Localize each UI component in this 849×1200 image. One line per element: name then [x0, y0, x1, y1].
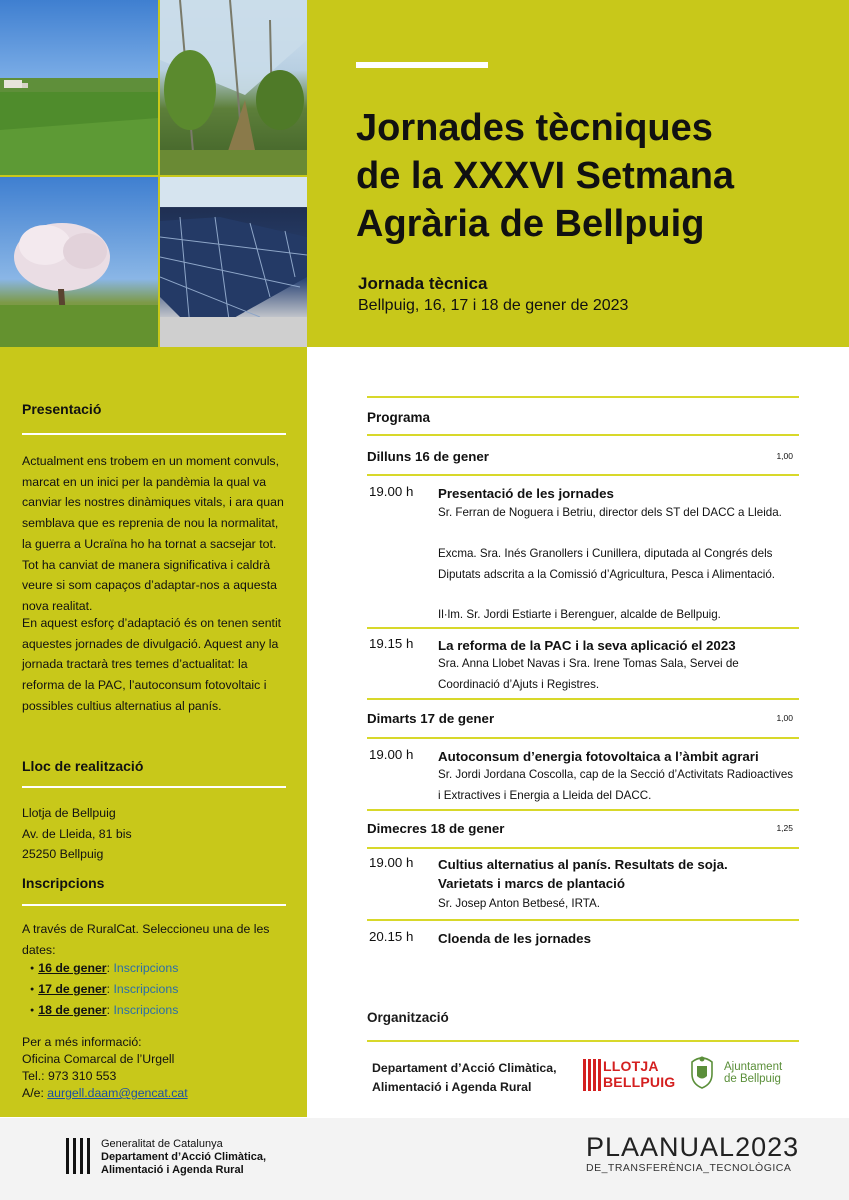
- page-title: [356, 104, 836, 248]
- ajuntament-bellpuig-logo: [686, 1052, 796, 1092]
- title-line-2: de la XXXVI Setmana: [356, 155, 735, 197]
- organizer-line-2: Alimentació i Agenda Rural: [372, 1079, 532, 1094]
- day-label: Dimarts 17 de gener: [367, 711, 495, 726]
- town-shield-icon: [686, 1054, 718, 1090]
- generalitat-logo-icon: [66, 1138, 90, 1174]
- contact-phone: Tel.: 973 310 553: [22, 1069, 117, 1083]
- event-type: Jornada tècnica: [358, 274, 488, 293]
- day-credits: 1,00: [776, 451, 793, 461]
- photo-orchard-netting: [160, 0, 307, 175]
- email-label: A/e:: [22, 1086, 48, 1100]
- day-2-divider: [367, 737, 799, 739]
- day-credits: 1,25: [776, 823, 793, 833]
- left-sidebar: [0, 347, 307, 1117]
- registration-link-16[interactable]: Inscripcions: [113, 961, 179, 975]
- program-top-divider: [367, 396, 799, 398]
- photo-green-field: [0, 0, 158, 175]
- program-day-1: [367, 449, 799, 464]
- registration-item-17: [30, 979, 280, 1000]
- generalitat-department: [101, 1151, 266, 1177]
- session-speaker: Sr. Josep Anton Betbesé, IRTA.: [438, 897, 600, 910]
- session-title: Cultius alternatius al panís. Resultats de soja. Varietats i marcs de plantació: [438, 857, 728, 891]
- session-speaker: Sra. Anna Llobet Navas i Sra. Irene Tomas Sala, Servei de Coordinació d’Ajuts i Registres.: [438, 657, 739, 691]
- program-heading-divider: [367, 434, 799, 436]
- registration-heading: Inscripcions: [22, 875, 105, 891]
- session-speaker: Il·lm. Sr. Jordi Estiarte i Berenguer, alcalde de Bellpuig.: [438, 608, 721, 621]
- venue-divider: [22, 786, 286, 788]
- contact-email-line: [22, 1085, 286, 1102]
- registration-divider: [22, 904, 286, 906]
- llotja-logo-text: [603, 1058, 675, 1090]
- registration-link-17[interactable]: Inscripcions: [113, 982, 179, 996]
- program-day-2: [367, 711, 799, 726]
- registration-date[interactable]: 16 de gener: [38, 961, 107, 975]
- registration-date[interactable]: 17 de gener: [38, 982, 107, 996]
- registration-item-16: [30, 958, 280, 979]
- organization-divider: [367, 1040, 799, 1042]
- header-divider: [356, 62, 488, 68]
- venue-line-2: Av. de Lleida, 81 bis: [22, 826, 132, 841]
- organization-heading: Organització: [367, 1010, 449, 1025]
- session-3-divider: [367, 809, 799, 811]
- session-time: 19.00 h: [369, 484, 414, 499]
- plan-anual-title: PLAANUAL2023: [586, 1132, 800, 1162]
- contact-line-2: Oficina Comarcal de l’Urgell: [22, 1052, 175, 1066]
- ajuntament-logo-text: [724, 1061, 782, 1085]
- event-dates: Bellpuig, 16, 17 i 18 de gener de 2023: [358, 297, 629, 314]
- ajuntament-line-2: de Bellpuig: [724, 1073, 781, 1085]
- registration-separator: :: [106, 961, 114, 975]
- day-label: Dilluns 16 de gener: [367, 449, 489, 464]
- day-1-divider: [367, 474, 799, 476]
- registration-separator: :: [106, 1003, 114, 1017]
- session-time: 19.00 h: [369, 855, 414, 870]
- presentation-paragraph-2: En aquest esforç d’adaptació és on tenen sentit aquestes jornades de divulgació. Aquest any la jornada tractarà tres temes d’actualitat: la reforma de la PAC, l’autoconsum fotovoltaic i possibles cultius alternatius al panís.: [22, 616, 282, 713]
- title-line-3: Agrària de Bellpuig: [356, 203, 705, 245]
- email-link[interactable]: aurgell.daam@gencat.cat: [47, 1086, 188, 1100]
- plan-anual-subtitle: DE_TRANSFERÈNCIA_TECNOLÒGICA: [586, 1162, 792, 1174]
- presentation-divider: [22, 433, 286, 435]
- session-speaker: Sr. Ferran de Noguera i Betriu, director dels ST del DACC a Lleida.: [438, 506, 782, 519]
- presentation-paragraph-1: Actualment ens trobem en un moment convuls, marcat en un inici per la pandèmia la qual va canviar les nostres dinàmiques vitals, i ara quan semblava que es reprenia de nou la normalitat, la guerra a Ucraïna ho ha tornat a sacsejar tot. Tot ha canviat de manera significativa i caldrà veure si som capaços d’adaptar-nos a aquesta nova realitat.: [22, 454, 284, 613]
- registration-list: [30, 958, 280, 1021]
- organizer-line-1: Departament d’Acció Climàtica,: [372, 1061, 557, 1075]
- ajuntament-line-1: Ajuntament: [724, 1061, 783, 1073]
- llotja-stripes-icon: [583, 1059, 601, 1091]
- day-3-divider: [367, 847, 799, 849]
- generalitat-name: Generalitat de Catalunya: [101, 1138, 223, 1150]
- llotja-line-1: LLOTJA: [603, 1058, 659, 1074]
- contact-line-1: Per a més informació:: [22, 1035, 142, 1049]
- session-title: Presentació de les jornades: [438, 486, 614, 501]
- registration-item-18: [30, 1000, 280, 1021]
- photo-almond-tree: [0, 177, 158, 347]
- day-credits: 1,00: [776, 713, 793, 723]
- session-1-divider: [367, 627, 799, 629]
- session-title: La reforma de la PAC i la seva aplicació el 2023: [438, 638, 736, 653]
- contact-info: [22, 1034, 286, 1102]
- registration-date[interactable]: 18 de gener: [38, 1003, 107, 1017]
- venue-line-1: Llotja de Bellpuig: [22, 806, 116, 820]
- header-band: [0, 0, 849, 347]
- generalitat-dept-line-1: Departament d’Acció Climàtica,: [101, 1151, 267, 1163]
- session-speaker: Sr. Jordi Jordana Coscolla, cap de la Secció d’Activitats Radioactives i Extractives i Energia a Lleida del DACC.: [438, 768, 794, 802]
- day-label: Dimecres 18 de gener: [367, 821, 505, 836]
- title-line-1: Jornades tècniques: [356, 107, 713, 149]
- photo-solar-panels: [160, 177, 307, 347]
- session-time: 19.00 h: [369, 747, 414, 762]
- program-day-3: [367, 821, 799, 836]
- session-title: Autoconsum d’energia fotovoltaica a l’àmbit agrari: [438, 749, 759, 764]
- presentation-heading: Presentació: [22, 401, 102, 417]
- program-heading: Programa: [367, 410, 431, 425]
- session-2-divider: [367, 698, 799, 700]
- session-4-divider: [367, 919, 799, 921]
- generalitat-dept-line-2: Alimentació i Agenda Rural: [101, 1164, 244, 1176]
- venue-address: [22, 803, 286, 865]
- venue-heading: Lloc de realització: [22, 758, 144, 774]
- generalitat-text: [101, 1138, 266, 1177]
- organizer-department: [372, 1059, 582, 1096]
- registration-intro: A través de RuralCat. Seleccioneu una de les dates:: [22, 922, 270, 957]
- session-speaker: Excma. Sra. Inés Granollers i Cunillera, diputada al Congrés dels Diputats adscrita a la Comissió d’Agricultura, Pesca i Alimentació.: [438, 547, 776, 581]
- session-time: 19.15 h: [369, 636, 414, 651]
- registration-link-18[interactable]: Inscripcions: [113, 1003, 179, 1017]
- llotja-bellpuig-logo: [583, 1058, 676, 1092]
- venue-line-3: 25250 Bellpuig: [22, 847, 104, 862]
- llotja-line-2: BELLPUIG: [603, 1074, 676, 1090]
- registration-separator: :: [106, 982, 114, 996]
- session-title: Cloenda de les jornades: [438, 931, 591, 946]
- session-time: 20.15 h: [369, 929, 414, 944]
